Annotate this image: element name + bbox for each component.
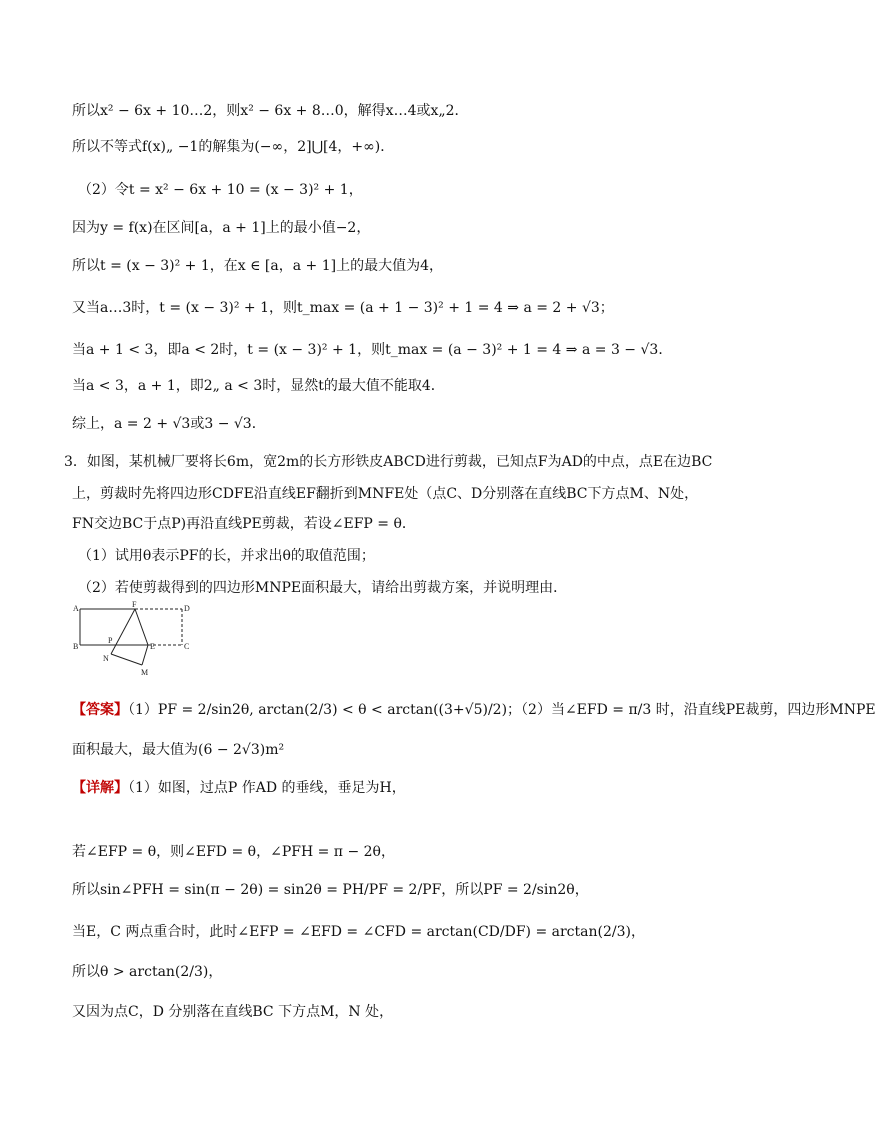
detail-line: 当E，C 两点重合时，此时∠EFP = ∠EFD = ∠CFD = arctan(CD/DF) = arctan(2/3)，	[72, 924, 645, 940]
detail-line	[72, 778, 406, 798]
text-line: 当a < 3，a + 1，即2„ a < 3时，显然t的最大值不能取4．	[72, 378, 445, 394]
text-line: 综上，a = 2 + √3或3 − √3．	[72, 416, 266, 432]
label-P: P	[108, 636, 113, 645]
label-F: F	[132, 600, 137, 609]
answer-line-2: 面积最大，最大值为(6 − 2√3)m²	[72, 742, 285, 758]
problem-statement: FN交边BC于点P)再沿直线PE剪裁，若设∠EFP = θ．	[72, 516, 416, 532]
answer-line	[72, 700, 876, 720]
problem-statement: 上，剪裁时先将四边形CDFE沿直线EF翻折到MNFE处（点C、D分别落在直线BC下方点M、N处，	[72, 486, 699, 502]
detail-text: （1）如图，过点P 作AD 的垂线，垂足为H，	[128, 780, 406, 796]
text-line: 所以x² − 6x + 10…2，则x² − 6x + 8…0，解得x…4或x„2．	[72, 103, 469, 119]
label-C: C	[184, 642, 190, 651]
label-E: E	[150, 642, 155, 651]
text-line: 所以t = (x − 3)² + 1，在x ∈ [a，a + 1]上的最大值为4，	[72, 258, 443, 274]
label-B: B	[73, 642, 79, 651]
text-line: 所以不等式f(x)„ −1的解集为(−∞，2]⋃[4，+∞)．	[72, 139, 395, 155]
label-M: M	[141, 668, 149, 677]
detail-tag: 【详解】	[72, 780, 128, 796]
detail-line: 若∠EFP = θ，则∠EFD = θ，∠PFH = π − 2θ，	[72, 844, 395, 860]
label-N: N	[103, 654, 109, 663]
answer-tag: 【答案】	[72, 702, 128, 718]
detail-line: 又因为点C，D 分别落在直线BC 下方点M，N 处，	[72, 1004, 394, 1020]
text-line: （2）令t = x² − 6x + 10 = (x − 3)² + 1，	[78, 182, 363, 198]
text-line: 又当a…3时，t = (x − 3)² + 1，则t_max = (a + 1 − 3)² + 1 = 4 ⇒ a = 2 + √3；	[72, 300, 614, 316]
problem-question: （2）若使剪裁得到的四边形MNPE面积最大，请给出剪裁方案，并说明理由．	[78, 580, 568, 596]
problem-question: （1）试用θ表示PF的长，并求出θ的取值范围；	[78, 548, 375, 564]
text-line: 因为y = f(x)在区间[a，a + 1]上的最小值−2，	[72, 220, 371, 236]
problem-statement: 3．如图，某机械厂要将长6m，宽2m的长方形铁皮ABCD进行剪裁，已知点F为AD的中点，点E在边BC	[64, 454, 713, 470]
text-line: 当a + 1 < 3，即a < 2时，t = (x − 3)² + 1，则t_max = (a − 3)² + 1 = 4 ⇒ a = 3 − √3．	[72, 342, 673, 358]
detail-line: 所以θ > arctan(2/3)，	[72, 964, 223, 980]
detail-line: 所以sin∠PFH = sin(π − 2θ) = sin2θ = PH/PF = 2/PF，所以PF = 2/sin2θ，	[72, 882, 589, 898]
answer-text: （1）PF = 2/sin2θ, arctan(2/3) < θ < arctan((3+√5)/2)；（2）当∠EFD = π/3 时，沿直线PE裁剪，四边形MNPE	[128, 702, 876, 718]
label-A: A	[73, 604, 79, 613]
label-D: D	[184, 604, 190, 613]
geometry-figure	[70, 600, 200, 685]
